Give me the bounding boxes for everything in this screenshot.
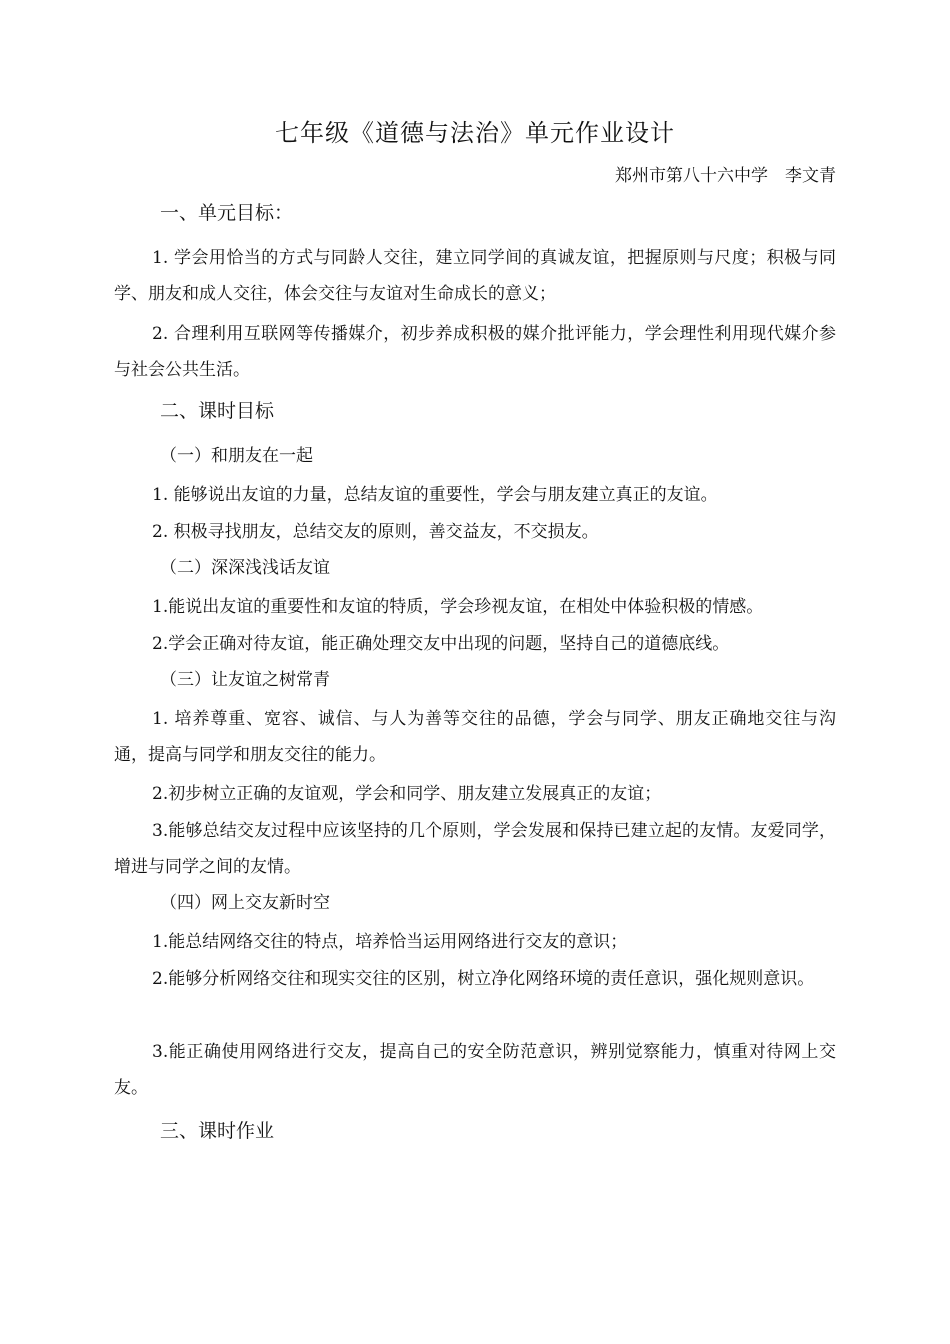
lesson-goal-2-item-1: 1.能说出友谊的重要性和友谊的特质，学会珍视友谊，在相处中体验积极的情感。 [152, 597, 764, 617]
document-title: 七年级《道德与法治》单元作业设计 [275, 119, 675, 147]
section-heading-unit-goals: 一、单元目标： [160, 202, 294, 224]
unit-goal-item-2: 2. 合理利用互联网等传播媒介，初步养成积极的媒介批评能力，学会理性利用现代媒介参与社会公共生活。 [114, 324, 836, 380]
section-heading-lesson-goals: 二、课时目标 [160, 400, 275, 422]
lesson-goal-2-item-2: 2.学会正确对待友谊，能正确处理交友中出现的问题，坚持自己的道德底线。 [152, 634, 730, 654]
subsection-heading-1: （一）和朋友在一起 [160, 446, 313, 466]
section-heading-lesson-homework: 三、课时作业 [160, 1120, 275, 1142]
subsection-heading-4: （四）网上交友新时空 [160, 893, 330, 913]
lesson-goal-4-item-2: 2.能够分析网络交往和现实交往的区别，树立净化网络环境的责任意识，强化规则意识。 [152, 969, 815, 989]
subsection-heading-3: （三）让友谊之树常青 [160, 670, 330, 690]
lesson-goal-1-item-1: 1. 能够说出友谊的力量，总结友谊的重要性，学会与朋友建立真正的友谊。 [152, 485, 718, 505]
lesson-goal-3-item-3: 3.能够总结交友过程中应该坚持的几个原则，学会发展和保持已建立起的友情。友爱同学，增进与同学之间的友情。 [114, 821, 836, 877]
author-line: 郑州市第八十六中学 李文青 [615, 166, 836, 186]
lesson-goal-3-item-1: 1. 培养尊重、宽容、诚信、与人为善等交往的品德，学会与同学、朋友正确地交往与沟通，提高与同学和朋友交往的能力。 [114, 709, 836, 765]
lesson-goal-1-item-2: 2. 积极寻找朋友，总结交友的原则，善交益友，不交损友。 [152, 522, 599, 542]
lesson-goal-4-item-1: 1.能总结网络交往的特点，培养恰当运用网络进行交友的意识； [152, 932, 628, 952]
lesson-goal-3-item-2: 2.初步树立正确的友谊观，学会和同学、朋友建立发展真正的友谊； [152, 784, 662, 804]
lesson-goal-4-item-3: 3.能正确使用网络进行交友，提高自己的安全防范意识，辨别觉察能力，慎重对待网上交友。 [114, 1042, 836, 1098]
subsection-heading-2: （二）深深浅浅话友谊 [160, 558, 330, 578]
unit-goal-item-1: 1. 学会用恰当的方式与同龄人交往，建立同学间的真诚友谊，把握原则与尺度；积极与同学、朋友和成人交往，体会交往与友谊对生命成长的意义； [114, 248, 836, 304]
